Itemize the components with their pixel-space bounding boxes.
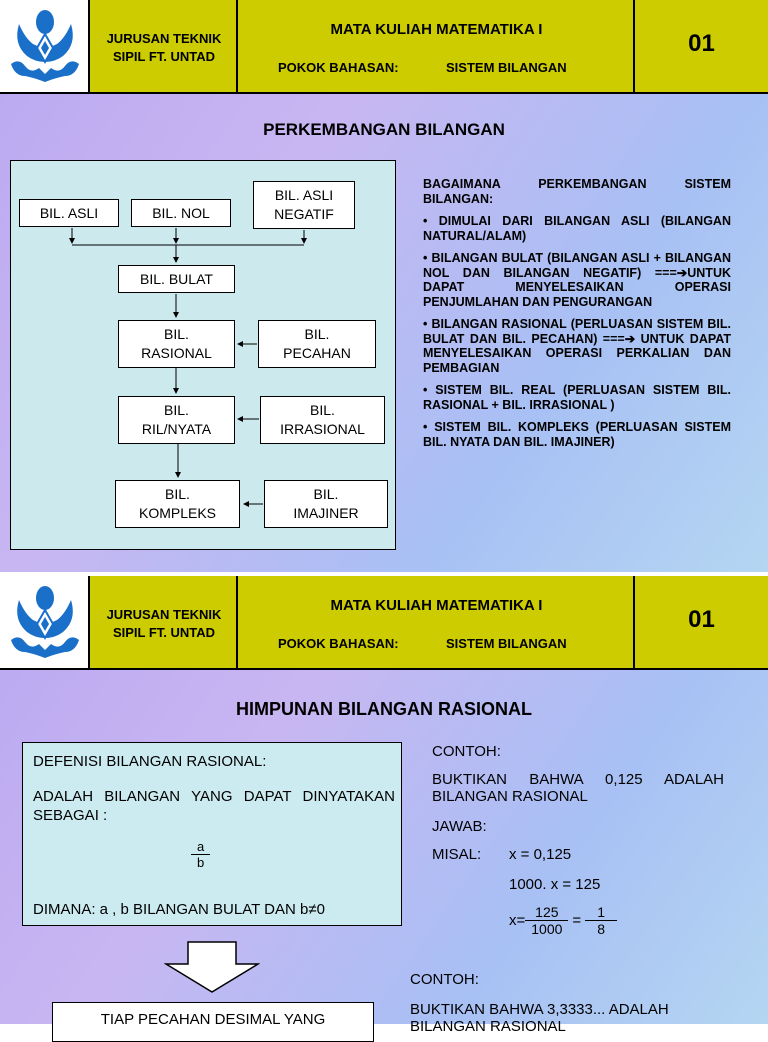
box-label-line: BIL. ASLI [274, 187, 334, 203]
down-arrow-icon [164, 940, 260, 994]
box-label-line: IRRASIONAL [280, 421, 365, 437]
slide-number: 01 [688, 606, 715, 633]
box-label-line: KOMPLEKS [138, 505, 217, 521]
topic-label: POKOK BAHASAN: [278, 60, 399, 75]
box-bil-irrasional [260, 396, 385, 444]
slide-2 [0, 576, 768, 1035]
fraction-numerator: 1 [585, 904, 617, 921]
fraction-125-1000 [525, 904, 568, 937]
box-label-line: RIL/NYATA [141, 421, 212, 437]
dept-cell [90, 0, 238, 92]
fraction-numerator: 125 [525, 904, 568, 921]
department-name [90, 606, 238, 642]
fraction-denominator: 8 [597, 921, 605, 937]
example-2-label: CONTOH: [410, 971, 479, 988]
equation-1000x: 1000. x = 125 [509, 876, 601, 893]
dept-line-2: SIPIL FT. UNTAD [112, 49, 216, 64]
definition-title: DEFENISI BILANGAN RASIONAL: [33, 753, 267, 770]
box-bil-asli: BIL. ASLI [19, 199, 119, 227]
box-label-line: IMAJINER [293, 505, 359, 521]
box-bil-kompleks [115, 480, 240, 528]
box-label-line: BIL. [164, 326, 189, 342]
box-bil-bulat: BIL. BULAT [118, 265, 235, 293]
slide-header [0, 0, 768, 94]
box-label-line: RASIONAL [141, 345, 212, 361]
box-bil-pecahan [258, 320, 376, 368]
misal-label: MISAL: [432, 846, 482, 863]
explanation-paragraph: • SISTEM BIL. KOMPLEKS (PERLUASAN SISTEM BIL. NYATA DAN BIL. IMAJINER) [423, 420, 731, 449]
example-2-text: BUKTIKAN BAHWA 3,3333... ADALAH BILANGAN RASIONAL [410, 1001, 669, 1035]
course-title: MATA KULIAH MATEMATIKA I [330, 597, 543, 614]
logo-cell [0, 0, 90, 92]
logo-cell [0, 576, 90, 668]
fraction-denominator: b [197, 855, 205, 870]
number-cell [635, 576, 768, 668]
course-title: MATA KULIAH MATEMATIKA I [330, 21, 543, 38]
example-1-label: CONTOH: [432, 743, 501, 760]
dept-line-2: SIPIL FT. UNTAD [112, 625, 216, 640]
box-label-line: NEGATIF [274, 206, 334, 222]
explanation-paragraph: • BILANGAN RASIONAL (PERLUASAN SISTEM BIL. BULAT DAN BIL. PECAHAN) ===➔ UNTUK DAPAT MENYELESAIKAN OPERASI PERKALIAN DAN PEMBAGIAN [423, 317, 731, 375]
box-bil-rasional [118, 320, 235, 368]
explanation-paragraph: • BILANGAN BULAT (BILANGAN ASLI + BILANGAN NOL DAN BILANGAN NEGATIF) ===➔UNTUK DAPAT MENYELESAIKAN OPERASI PENJUMLAHAN DAN PENGURANGAN [423, 251, 731, 309]
topic-value: SISTEM BILANGAN [446, 60, 567, 75]
fraction-1-8 [585, 904, 617, 937]
equation-lhs: x= [509, 912, 526, 929]
box-bil-ril-nyata [118, 396, 235, 444]
number-cell [635, 0, 768, 92]
dept-line-1: JURUSAN TEKNIK [106, 31, 222, 46]
department-name [90, 30, 238, 66]
slide-title: HIMPUNAN BILANGAN RASIONAL [236, 699, 532, 719]
definition-box [22, 742, 402, 926]
fraction-numerator: a [191, 839, 210, 855]
explanation-text [423, 177, 731, 457]
explanation-paragraph: • SISTEM BIL. REAL (PERLUASAN SISTEM BIL. RASIONAL + BIL. IRRASIONAL ) [423, 383, 731, 412]
example-1-text: BUKTIKAN BAHWA 0,125 ADALAH BILANGAN RASIONAL [432, 771, 724, 805]
slide-header [0, 576, 768, 670]
answer-label: JAWAB: [432, 818, 487, 835]
explanation-paragraph: BAGAIMANA PERKEMBANGAN SISTEM BILANGAN: [423, 177, 731, 206]
box-label-line: BIL. [310, 402, 335, 418]
equation-x: x = 0,125 [509, 846, 572, 863]
number-development-diagram [10, 160, 396, 550]
box-bil-imajiner [264, 480, 388, 528]
dept-cell [90, 576, 238, 668]
equation-fraction [509, 904, 617, 937]
explanation-paragraph: • DIMULAI DARI BILANGAN ASLI (BILANGAN NATURAL/ALAM) [423, 214, 731, 243]
box-bil-asli-negatif [253, 181, 355, 229]
definition-condition: DIMANA: a , b BILANGAN BULAT DAN b≠0 [33, 901, 325, 918]
slide-title: PERKEMBANGAN BILANGAN [263, 120, 505, 139]
box-label-line: PECAHAN [283, 345, 351, 361]
box-label-line: BIL. [164, 402, 189, 418]
slide-number: 01 [688, 30, 715, 57]
untad-logo-icon [5, 4, 85, 88]
dept-line-1: JURUSAN TEKNIK [106, 607, 222, 622]
fraction-denominator: 1000 [531, 921, 563, 937]
topic-value: SISTEM BILANGAN [446, 636, 567, 651]
fraction-a-over-b [191, 839, 210, 870]
box-label-line: BIL. [304, 326, 330, 342]
untad-logo-icon [5, 580, 85, 664]
topic-label: POKOK BAHASAN: [278, 636, 399, 651]
decimal-statement-box: TIAP PECAHAN DESIMAL YANG [52, 1002, 374, 1042]
box-label-line: BIL. [165, 486, 190, 502]
definition-text: ADALAH BILANGAN YANG DAPAT DINYATAKAN SEBAGAI : [33, 788, 395, 824]
equals-sign: = [572, 912, 582, 929]
course-cell [238, 0, 635, 92]
box-bil-nol: BIL. NOL [131, 199, 231, 227]
course-cell [238, 576, 635, 668]
box-label-line: BIL. [313, 486, 339, 502]
